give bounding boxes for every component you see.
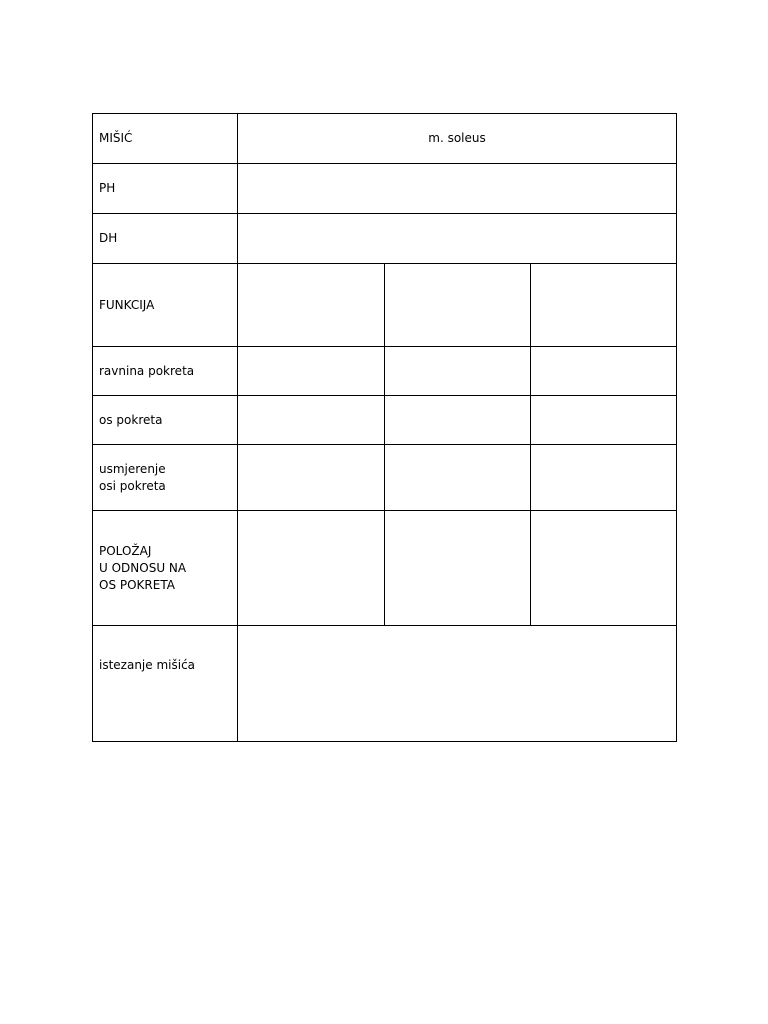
axis-cell-2[interactable] — [385, 396, 531, 445]
row-muscle — [93, 114, 677, 164]
plane-cell-3[interactable] — [531, 347, 677, 396]
ph-cell[interactable] — [238, 164, 677, 214]
axis-direction-cell-3[interactable] — [531, 445, 677, 511]
row-position — [93, 511, 677, 626]
row-plane — [93, 347, 677, 396]
muscle-label: MIŠIĆ — [93, 114, 238, 164]
axis-cell-3[interactable] — [531, 396, 677, 445]
row-function — [93, 264, 677, 347]
row-stretch — [93, 626, 677, 742]
axis-direction-cell-2[interactable] — [385, 445, 531, 511]
axis-label: os pokreta — [93, 396, 238, 445]
muscle-worksheet-table — [92, 113, 677, 742]
muscle-value: m. soleus — [238, 114, 677, 164]
function-label: FUNKCIJA — [93, 264, 238, 347]
plane-cell-1[interactable] — [238, 347, 385, 396]
position-label: POLOŽAJ U ODNOSU NA OS POKRETA — [93, 511, 238, 626]
dh-cell[interactable] — [238, 214, 677, 264]
axis-cell-1[interactable] — [238, 396, 385, 445]
function-cell-2[interactable] — [385, 264, 531, 347]
stretch-cell[interactable] — [238, 626, 677, 742]
ph-label: PH — [93, 164, 238, 214]
row-axis-direction — [93, 445, 677, 511]
dh-label: DH — [93, 214, 238, 264]
function-cell-1[interactable] — [238, 264, 385, 347]
axis-direction-cell-1[interactable] — [238, 445, 385, 511]
plane-cell-2[interactable] — [385, 347, 531, 396]
plane-label: ravnina pokreta — [93, 347, 238, 396]
row-ph — [93, 164, 677, 214]
position-cell-2[interactable] — [385, 511, 531, 626]
function-cell-3[interactable] — [531, 264, 677, 347]
row-axis — [93, 396, 677, 445]
position-cell-3[interactable] — [531, 511, 677, 626]
stretch-label: istezanje mišića — [93, 626, 238, 742]
axis-direction-label: usmjerenje osi pokreta — [93, 445, 238, 511]
position-cell-1[interactable] — [238, 511, 385, 626]
row-dh — [93, 214, 677, 264]
